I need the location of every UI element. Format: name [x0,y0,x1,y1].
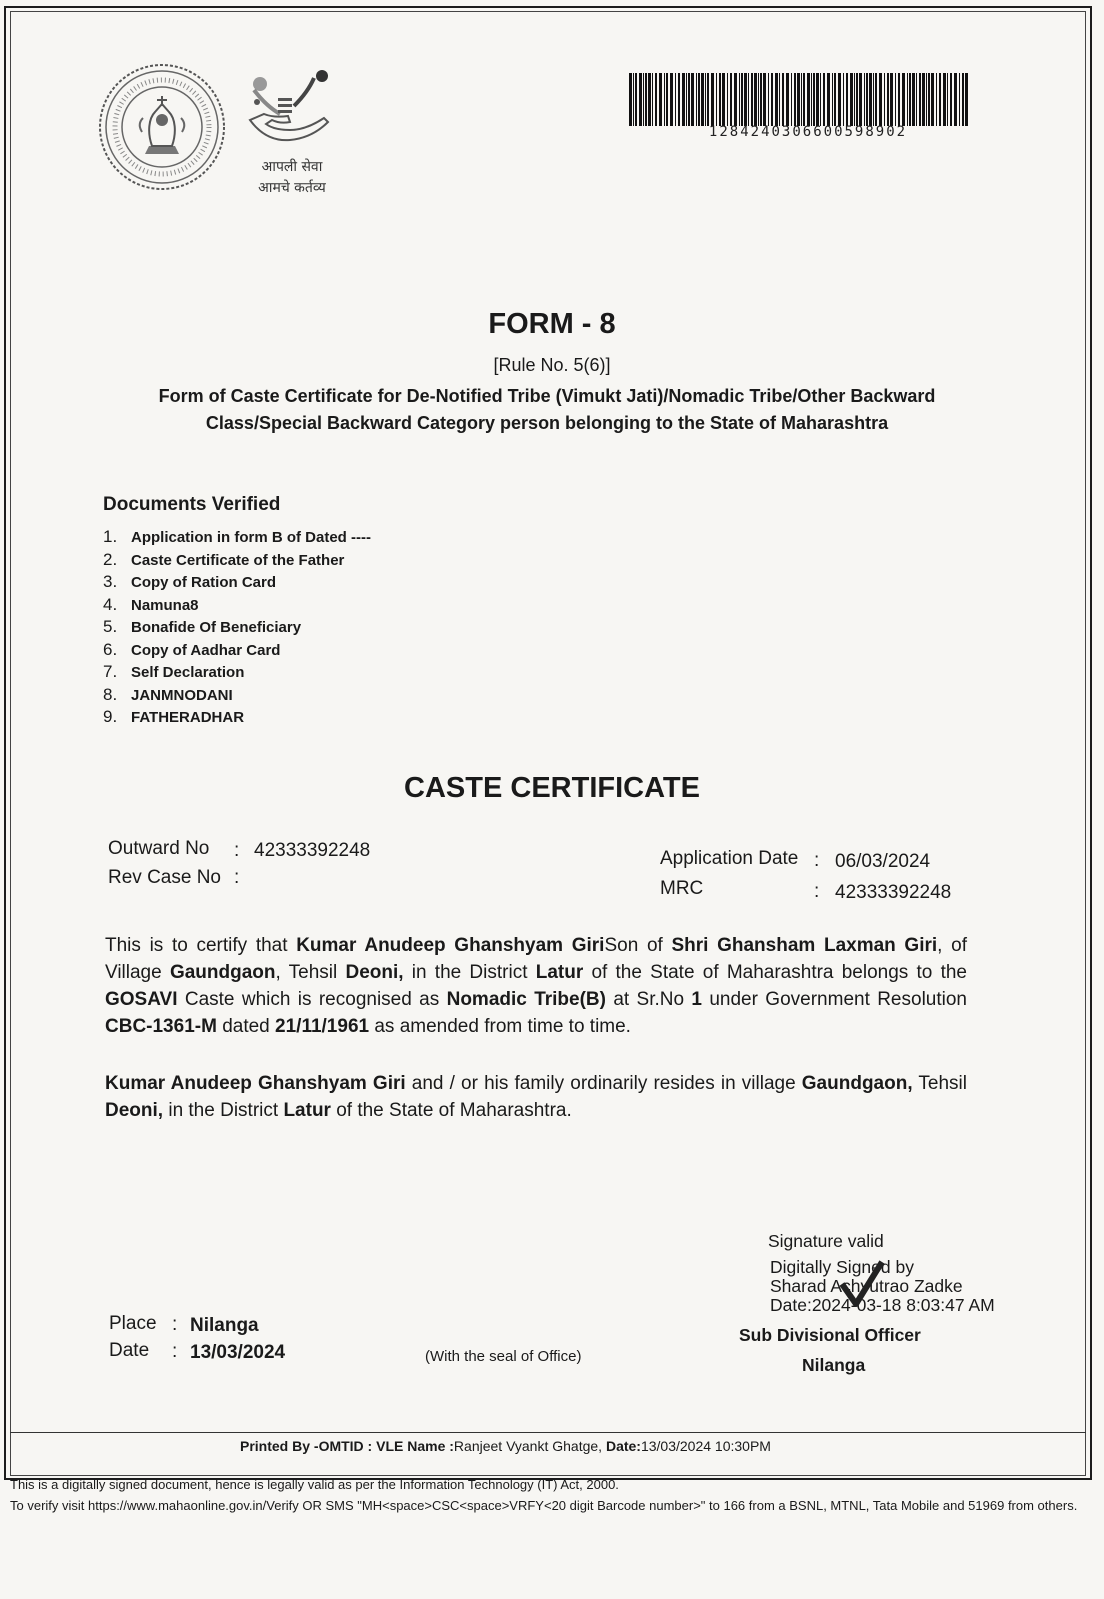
barcode-bar [916,73,917,126]
barcode-bar [801,73,802,126]
barcode-bar [931,73,934,126]
item-text: JANMNODANI [131,686,233,704]
barcode-bar [832,73,833,126]
text: of the State of Maharashtra belongs to the [583,962,967,983]
barcode-bar [675,73,676,126]
item-number: 8. [103,684,118,704]
item-text: Self Declaration [131,664,245,681]
barcode-bar [716,73,717,126]
date-colon: : [172,1341,178,1362]
document-item [103,616,371,639]
rev-case-no-label: Rev Case No [108,867,221,888]
barcode-bar [919,73,921,126]
item-text: Copy of Ration Card [131,574,276,591]
text: in the District [403,962,536,983]
item-number: 3. [103,572,118,591]
barcode-bar [688,73,690,126]
barcode-bar [727,73,728,126]
barcode-bar [887,73,889,126]
barcode-bar [797,73,800,126]
divider [10,1432,1086,1433]
form-description: Form of Caste Certificate for De-Notified Tribe (Vimukt Jati)/Nomadic Tribe/Other Backward Class/Special Backward Category person belonging to the State of Maharashtra [158,386,936,433]
text: under Government Resolution [702,989,967,1010]
item-number: 7. [103,662,118,681]
printed-by-line [240,1438,771,1454]
district: Latur [283,1100,331,1121]
document-item [103,594,371,617]
barcode-bar [807,73,810,126]
barcode-bar [771,73,773,126]
barcode-bar [751,73,753,126]
barcode-bar [760,73,762,126]
barcode-bar [664,73,665,126]
item-text: FATHERADHAR [131,709,245,726]
barcode-bar [779,73,780,126]
date-label: Date [109,1340,150,1361]
barcode-bar [655,73,657,126]
text: Son of [604,935,672,956]
date-value: 13/03/2024 [190,1342,286,1363]
barcode-bar [696,73,697,126]
barcode-bar [744,73,747,126]
printed-date-label: Date: [605,1438,641,1454]
barcode-bar [786,73,789,126]
barcode-bar [962,73,964,126]
government-seal-emblem [97,62,227,192]
barcode-bar [678,73,680,126]
barcode-bar [719,73,721,126]
caste: GOSAVI [105,989,178,1010]
text: , of Village [105,935,967,983]
barcode-bar [730,73,732,126]
barcode-bar [768,73,769,126]
barcode-bar [748,73,749,126]
barcode-bar [965,73,968,126]
barcode-bar [864,73,865,126]
outward-no-colon: : [234,840,240,861]
text: as amended from time to time. [369,1016,631,1037]
form-title: FORM - 8 [488,308,616,340]
category: Nomadic Tribe(B) [446,989,606,1010]
application-date-colon: : [814,850,820,871]
signature-line3: Date:2024-03-18 8:03:47 AM [770,1295,995,1315]
barcode-bar [782,73,784,126]
government-resolution: CBC-1361-M [105,1016,217,1037]
place-label: Place [109,1313,157,1334]
signature-line1: Digitally Signed by [770,1257,914,1277]
residence-paragraph [105,1070,967,1124]
district: Latur [535,962,584,983]
text: Tehsil [912,1073,967,1094]
barcode-bar [879,73,882,126]
document-item [103,549,371,572]
application-date-value: 06/03/2024 [835,851,931,872]
applicant-name: Kumar Anudeep Ghanshyam Giri [296,935,605,956]
document-item [103,639,371,662]
place-colon: : [172,1314,178,1335]
barcode-bar [707,73,709,126]
village: Gaundgaon [169,962,276,983]
barcode-bar [701,73,704,126]
barcode-bar [816,73,819,126]
barcode-bar [758,73,759,126]
barcode-bar [643,73,644,126]
barcode-bar [635,73,637,126]
item-text: Application in form B of Dated ---- [131,529,371,546]
barcode-bar [645,73,647,126]
text: in the District [163,1100,284,1121]
text: dated [216,1016,276,1037]
barcode-bar [691,73,694,126]
barcode-number: 1284240306600598902 [708,124,908,140]
barcode-bar [794,73,796,126]
barcode-bar [859,73,862,126]
barcode-bar [856,73,858,126]
certification-paragraph [105,932,967,1040]
item-number: 4. [103,594,118,614]
barcode-bar [959,73,960,126]
item-number: 1. [103,527,118,546]
barcode-bar [803,73,805,126]
barcode-bar [823,73,825,126]
officer-designation: Sub Divisional Officer [739,1325,921,1345]
barcode-bar [686,73,687,126]
item-number: 5. [103,617,118,636]
village: Gaundgaon, [801,1073,913,1094]
inner-border [10,11,1086,1476]
item-text: Bonafide Of Beneficiary [131,619,302,636]
barcode-bar [739,73,740,126]
barcode-bar [813,73,815,126]
barcode-bar [843,73,844,126]
barcode-bar [846,73,848,126]
text: and / or his family ordinarily resides in village [405,1073,802,1094]
check-mark-icon [838,1258,886,1310]
barcode-bar [928,73,930,126]
barcode-bar [890,73,893,126]
document-item [103,526,371,549]
documents-verified-heading: Documents Verified [103,494,281,515]
barcode-bar [884,73,885,126]
barcode-bar [922,73,925,126]
seal-note: (With the seal of Office) [425,1348,582,1365]
tehsil: Deoni, [105,1100,164,1121]
text: Caste which is recognised as [177,989,447,1010]
barcode-bar [838,73,841,126]
barcode-bar [659,73,662,126]
item-text: Namuna8 [131,596,199,614]
documents-list [103,526,371,729]
barcode-bar [907,73,908,126]
applicant-name: Kumar Anudeep Ghanshyam Giri [105,1073,406,1094]
serial-number: 1 [691,989,702,1010]
barcode-bar [869,73,872,126]
tehsil: Deoni, [345,962,404,983]
tagline-line2: आमचे कर्तव्य [258,180,326,196]
barcode-bar [734,73,737,126]
item-number: 6. [103,639,118,659]
footer-legal-note: This is a digitally signed document, hence is legally valid as per the Information Technology (IT) Act, 2000. [10,1477,619,1492]
barcode-bar [763,73,766,126]
barcode-bar [936,73,937,126]
text: This is to certify that [105,935,297,956]
barcode-bar [705,73,706,126]
logo-tagline [247,157,337,199]
father-name: Shri Ghansham Laxman Giri [671,935,938,956]
barcode-bar [648,73,651,126]
barcode-bar [670,73,673,126]
barcode-bar [639,73,642,126]
barcode-bar [775,73,778,126]
tagline-line1: आपली सेवा [261,159,323,175]
barcode-bar [866,73,868,126]
omtid-label: -OMTID : VLE Name : [313,1438,454,1454]
text: at Sr.No [605,989,692,1010]
barcode-bar [873,73,874,126]
barcode-bar [950,73,952,126]
mrc-label: MRC [660,878,704,899]
certificate-title: CASTE CERTIFICATE [404,772,700,804]
outward-no-value: 42333392248 [254,840,371,861]
service-hands-logo-icon [246,70,332,146]
place-value: Nilanga [190,1315,259,1336]
text: , Tehsil [275,962,346,983]
barcode-bar [827,73,830,126]
barcode-bar [954,73,957,126]
mrc-colon: : [814,881,820,902]
barcode-bar [722,73,725,126]
barcode-bar [943,73,946,126]
document-item [103,684,371,707]
text: of the State of Maharashtra. [330,1100,572,1121]
barcode-bar [633,73,634,126]
printed-by-label: Printed By [240,1438,314,1454]
barcode-bar [652,73,653,126]
officer-office: Nilanga [802,1355,866,1375]
barcode-bar [711,73,714,126]
barcode-bar [912,73,915,126]
application-date-label: Application Date [660,848,799,869]
item-number: 2. [103,549,118,569]
barcode-bar [875,73,877,126]
barcode-bar [902,73,905,126]
vle-name: Ranjeet Vyankt Ghatge, [453,1438,606,1454]
barcode-bar [854,73,855,126]
barcode-bar [926,73,927,126]
resolution-date: 21/11/1961 [275,1016,370,1037]
item-text: Copy of Aadhar Card [131,641,281,659]
barcode-bar [939,73,941,126]
outward-no-label: Outward No [108,838,210,859]
document-item [103,661,371,684]
printed-date: 13/03/2024 10:30PM [640,1438,771,1454]
barcode-bar [898,73,900,126]
barcode-bar [741,73,743,126]
barcode-bar [754,73,757,126]
barcode-bar [820,73,821,126]
footer-verify-note: To verify visit https://www.mahaonline.gov.in/Verify OR SMS "MH<space>CSC<space>VRFY<20 digit Barcode number>" to 166 from a BSNL, MTNL, Tata Mobile and 51969 from others. [10,1498,1078,1513]
rev-case-no-colon: : [234,867,240,888]
barcode-bar [629,73,632,126]
barcode-bar [947,73,948,126]
barcode-bar [850,73,853,126]
signature-valid-text: Signature valid [768,1231,884,1251]
document-item [103,571,371,594]
barcode [627,73,970,126]
barcode-bar [895,73,896,126]
item-number: 9. [103,707,118,726]
barcode-bar [698,73,700,126]
barcode-bar [811,73,812,126]
mrc-value: 42333392248 [835,882,952,903]
item-text: Caste Certificate of the Father [131,551,345,569]
barcode-bar [666,73,668,126]
rule-number: [Rule No. 5(6)] [493,355,611,375]
barcode-bar [791,73,792,126]
barcode-bar [682,73,685,126]
signature-line2: Sharad Achyutrao Zadke [770,1276,963,1296]
barcode-bar [909,73,911,126]
document-item [103,706,371,729]
barcode-bar [834,73,836,126]
